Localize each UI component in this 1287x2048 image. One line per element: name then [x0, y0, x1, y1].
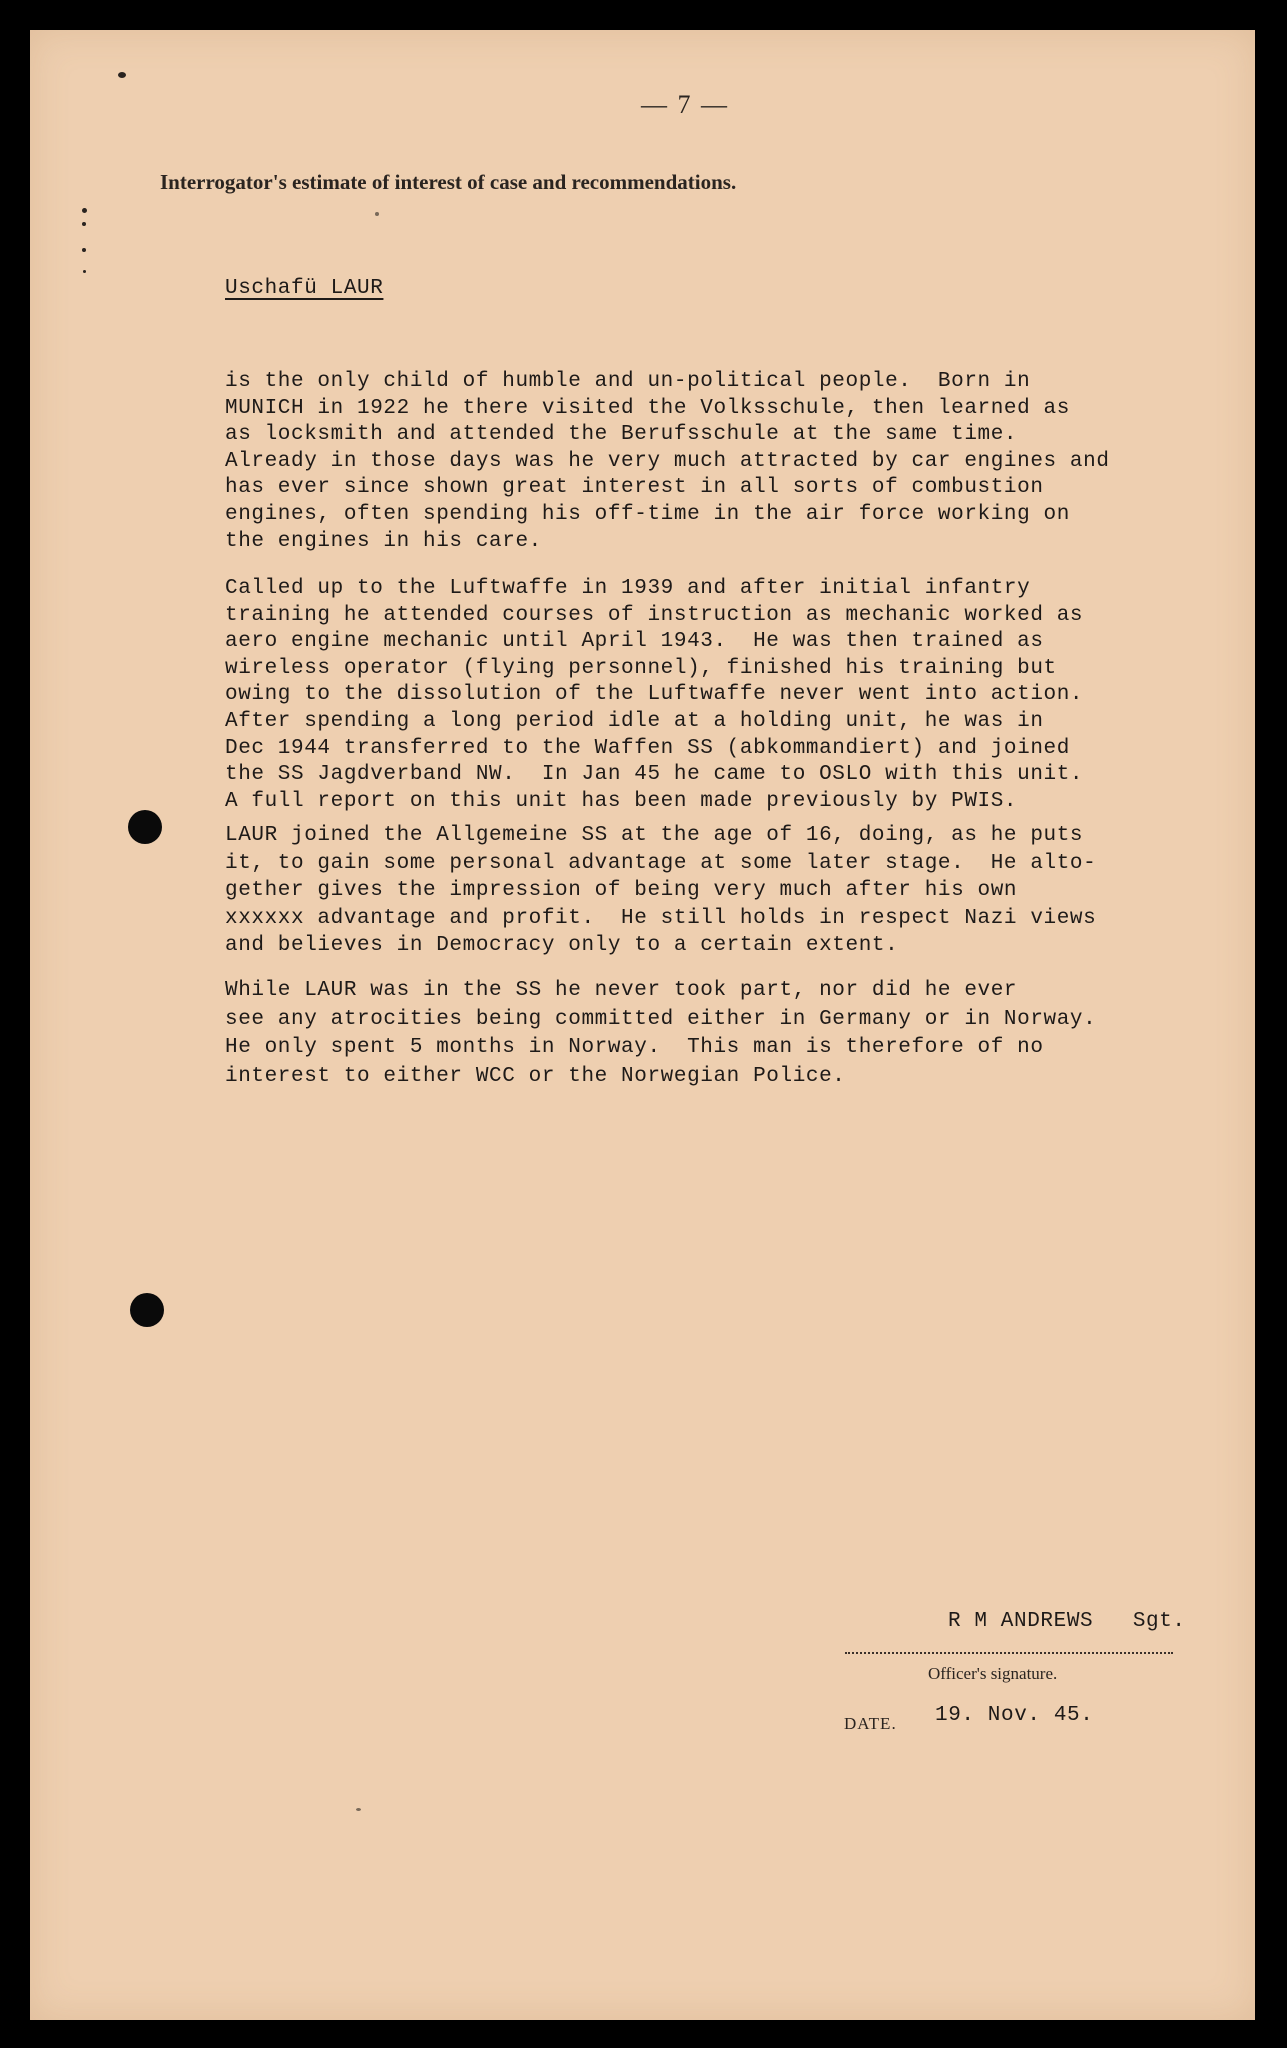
document-page [30, 30, 1255, 2020]
punch-hole [130, 1293, 164, 1327]
subject-name: Uschafü LAUR [225, 277, 384, 300]
punch-hole [128, 810, 162, 844]
ink-speck [82, 248, 86, 252]
section-heading: Interrogator's estimate of interest of case and recommendations. [160, 170, 737, 194]
page-number: — 7 — [641, 90, 729, 119]
signature-line [845, 1652, 1173, 1654]
ink-speck [82, 222, 86, 226]
ink-speck [83, 270, 86, 273]
ink-speck [118, 72, 126, 78]
paragraph-service-history: Called up to the Luftwaffe in 1939 and after initial infantry training he attended courses of instruction as mechanic worked as aero engine mechanic until April 1943. He was then trained as wireless operator (flying personnel), finished his training but owing to the dissolution of the Luftwaffe never went into action. After spending a long period idle at a holding unit, he was in Dec 1944 transferred to the Waffen SS (abkommandiert) and joined the SS Jagdverband NW. In Jan 45 he came to OSLO with this unit. A full report on this unit has been made previously by PWIS. [225, 577, 1084, 813]
paragraph-political-views: LAUR joined the Allgemeine SS at the age of 16, doing, as he puts it, to gain some personal advantage at some later stage. He alto- gether gives the impression of being very much after his own xxxxxx advantage and profit. He still holds in respect Nazi views and believes in Democracy only to a certain extent. [225, 824, 1097, 957]
date-value: 19. Nov. 45. [935, 1704, 1094, 1727]
paragraph-background: is the only child of humble and un-political people. Born in MUNICH in 1922 he there visited the Volksschule, then learned as as locksmith and attended the Berufsschule at the same time. Already in those days was he very much attracted by car engines and has ever since shown great interest in all sorts of combustion engines, often spending his off-time in the air force working on the engines in his care. [225, 370, 1110, 553]
ink-speck [375, 212, 379, 216]
ink-speck [356, 1808, 361, 1811]
signature-name: R M ANDREWS Sgt. [948, 1610, 1186, 1633]
date-label: DATE. [844, 1714, 897, 1733]
paragraph-recommendation: While LAUR was in the SS he never took part, nor did he ever see any atrocities being committed either in Germany or in Norway. He only spent 5 months in Norway. This man is therefore of no interest to either WCC or the Norwegian Police. [225, 979, 1097, 1088]
signature-caption: Officer's signature. [928, 1664, 1058, 1683]
ink-speck [82, 208, 87, 213]
